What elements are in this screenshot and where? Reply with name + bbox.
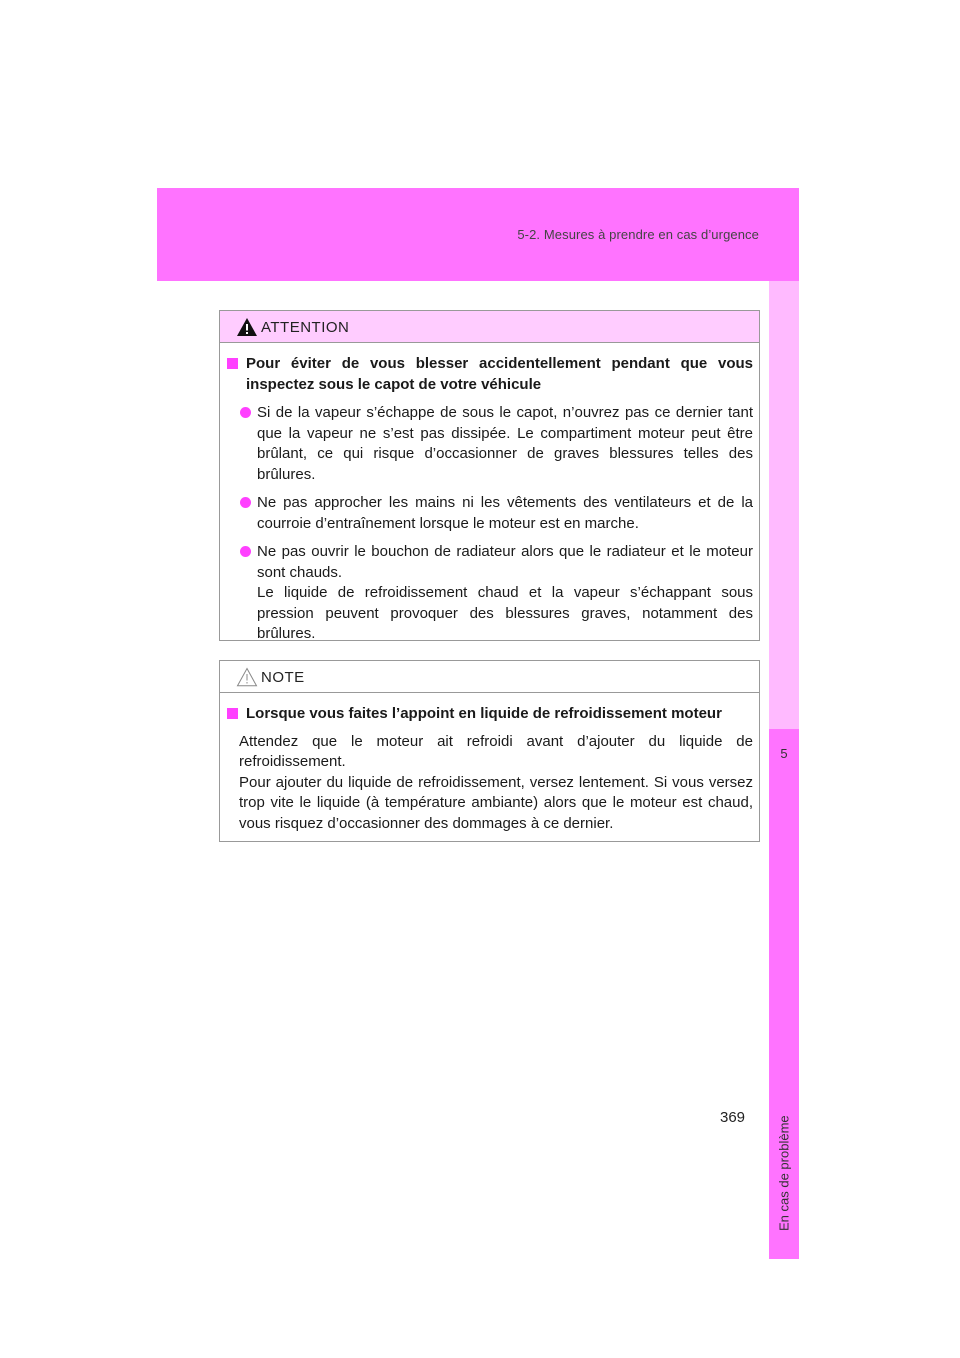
bullet-text: Ne pas approcher les mains ni les vêtements des ventilateurs et de la courroie d’entraînement lorsque le moteur est en marche. <box>257 494 753 532</box>
bullet-text: Ne pas ouvrir le bouchon de radiateur alors que le radiateur et le moteur sont chauds. <box>257 543 753 581</box>
chapter-title: En cas de problème <box>776 1115 792 1231</box>
note-paragraph: Pour ajouter du liquide de refroidissement, versez lentement. Si vous versez trop vite le liquide (à température ambiante) alors que le moteur est chaud, vous risquez d’occasionner des dommages à ce dernier. <box>239 773 753 832</box>
header-band <box>157 188 799 281</box>
attention-title: ATTENTION <box>261 319 350 336</box>
page-number: 369 <box>720 1109 746 1126</box>
attention-box <box>219 310 760 641</box>
circle-bullet-icon <box>240 497 251 508</box>
bullet-text: Si de la vapeur s’échappe de sous le capot, n’ouvrez pas ce dernier tant que la vapeur ne s’est pas dissipée. Le compartiment moteur peut être brûlant, ce qui risque d’occasionner de graves blessures telles des brûlures. <box>257 404 753 483</box>
warning-icon <box>236 317 258 337</box>
chapter-number: 5 <box>780 746 788 761</box>
note-heading-text: Lorsque vous faites l’appoint en liquide de refroidissement moteur <box>246 705 722 722</box>
list-item <box>226 403 753 485</box>
note-title: NOTE <box>261 669 305 686</box>
attention-heading <box>226 354 753 395</box>
side-tab <box>769 281 799 1231</box>
circle-bullet-icon <box>240 407 251 418</box>
note-header <box>220 661 759 693</box>
list-item <box>226 493 753 534</box>
attention-heading-text: Pour éviter de vous blesser accidentellement pendant que vous inspectez sous le capot de votre véhicule <box>246 355 753 393</box>
square-bullet-icon <box>227 708 238 719</box>
caution-outline-icon <box>236 667 258 687</box>
list-item <box>226 542 753 645</box>
square-bullet-icon <box>227 358 238 369</box>
bullet-text-continued: Le liquide de refroidissement chaud et la vapeur s’échappant sous pression peuvent provoquer des blessures graves, notamment des brûlures. <box>257 584 753 642</box>
note-heading <box>226 704 753 725</box>
note-box <box>219 660 760 842</box>
section-title: 5-2. Mesures à prendre en cas d’urgence <box>517 227 759 242</box>
note-paragraph: Attendez que le moteur ait refroidi avant d’ajouter du liquide de refroidissement. <box>239 732 753 770</box>
circle-bullet-icon <box>240 546 251 557</box>
attention-header <box>220 311 759 343</box>
